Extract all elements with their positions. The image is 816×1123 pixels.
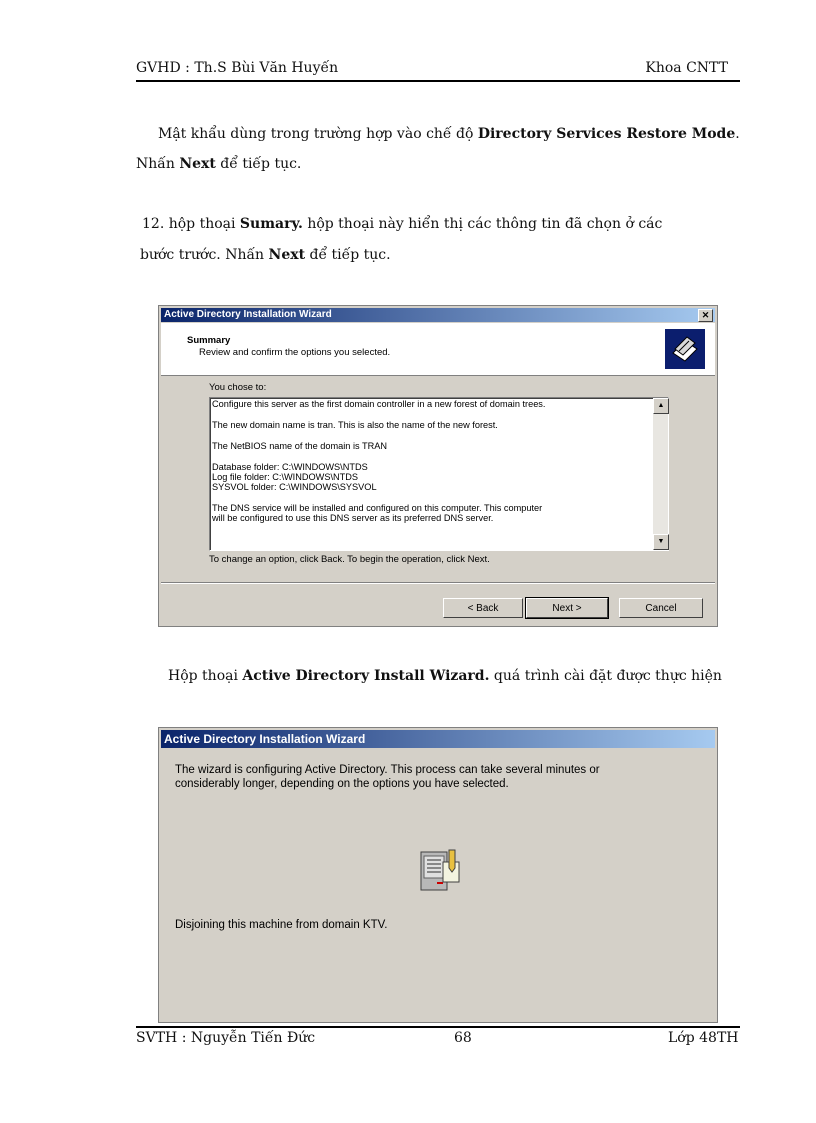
list-item: The DNS service will be installed and configured on this computer. This computer: [212, 503, 543, 513]
footer-student: SVTH : Nguyễn Tiến Đức: [136, 1030, 316, 1046]
you-chose-label: You chose to:: [209, 382, 267, 393]
paragraph-install: Hộp thoại Active Directory Install Wizard. quá trình cài đặt được thực hiện: [168, 668, 722, 684]
next-button[interactable]: Next >: [526, 598, 608, 618]
scroll-up-icon[interactable]: ▲: [653, 398, 669, 414]
list-item: Configure this server as the first domain controller in a new forest of domain trees.: [212, 399, 546, 409]
summary-listbox[interactable]: [209, 397, 669, 551]
book-animation-icon: [419, 848, 463, 894]
paragraph-summary: 12. hộp thoại Sumary. hộp thoại này hiển thị các thông tin đã chọn ở các: [142, 216, 663, 232]
header-faculty: Khoa CNTT: [645, 60, 728, 76]
summary-wizard-dialog: [158, 305, 718, 627]
header-rule: [136, 80, 740, 82]
dialog-title-bar: Active Directory Installation Wizard: [161, 308, 715, 322]
list-item: will be configured to use this DNS server as its preferred DNS server.: [212, 513, 494, 523]
wizard-book-icon: [665, 329, 705, 369]
wizard-header-panel: [161, 323, 715, 376]
divider: [161, 582, 715, 584]
list-item: Log file folder: C:\WINDOWS\NTDS: [212, 472, 359, 482]
paragraph-password: Mật khẩu dùng trong trường hợp vào chế độ Directory Services Restore Mode.: [158, 126, 740, 142]
cancel-button[interactable]: Cancel: [619, 598, 703, 618]
list-item: Database folder: C:\WINDOWS\NTDS: [212, 462, 368, 472]
progress-message: The wizard is configuring Active Directory. This process can take several minutes or: [175, 764, 600, 776]
footer-class: Lớp 48TH: [668, 1030, 739, 1046]
footer-rule: [136, 1026, 740, 1028]
vertical-scrollbar[interactable]: [653, 398, 668, 550]
summary-subheading: Review and confirm the options you selected.: [199, 347, 391, 358]
status-text: Disjoining this machine from domain KTV.: [175, 919, 388, 931]
back-button[interactable]: < Back: [443, 598, 523, 618]
progress-wizard-dialog: [158, 727, 718, 1023]
header-instructor: GVHD : Th.S Bùi Văn Huyến: [136, 60, 339, 76]
list-item: SYSVOL folder: C:\WINDOWS\SYSVOL: [212, 482, 377, 492]
paragraph-password-next: Nhấn Next để tiếp tục.: [136, 156, 302, 172]
hint-text: To change an option, click Back. To begin the operation, click Next.: [209, 554, 490, 565]
scroll-down-icon[interactable]: ▼: [653, 534, 669, 550]
list-item: The new domain name is tran. This is also the name of the new forest.: [212, 420, 498, 430]
progress-message-2: considerably longer, depending on the options you have selected.: [175, 778, 509, 790]
paragraph-summary-next: bước trước. Nhấn Next để tiếp tục.: [140, 247, 391, 263]
list-item: The NetBIOS name of the domain is TRAN: [212, 441, 387, 451]
close-icon[interactable]: ✕: [698, 309, 713, 322]
summary-heading: Summary: [187, 335, 231, 346]
page-header: [136, 60, 740, 80]
page-number: 68: [454, 1030, 472, 1046]
dialog-title-bar: Active Directory Installation Wizard: [161, 730, 715, 748]
